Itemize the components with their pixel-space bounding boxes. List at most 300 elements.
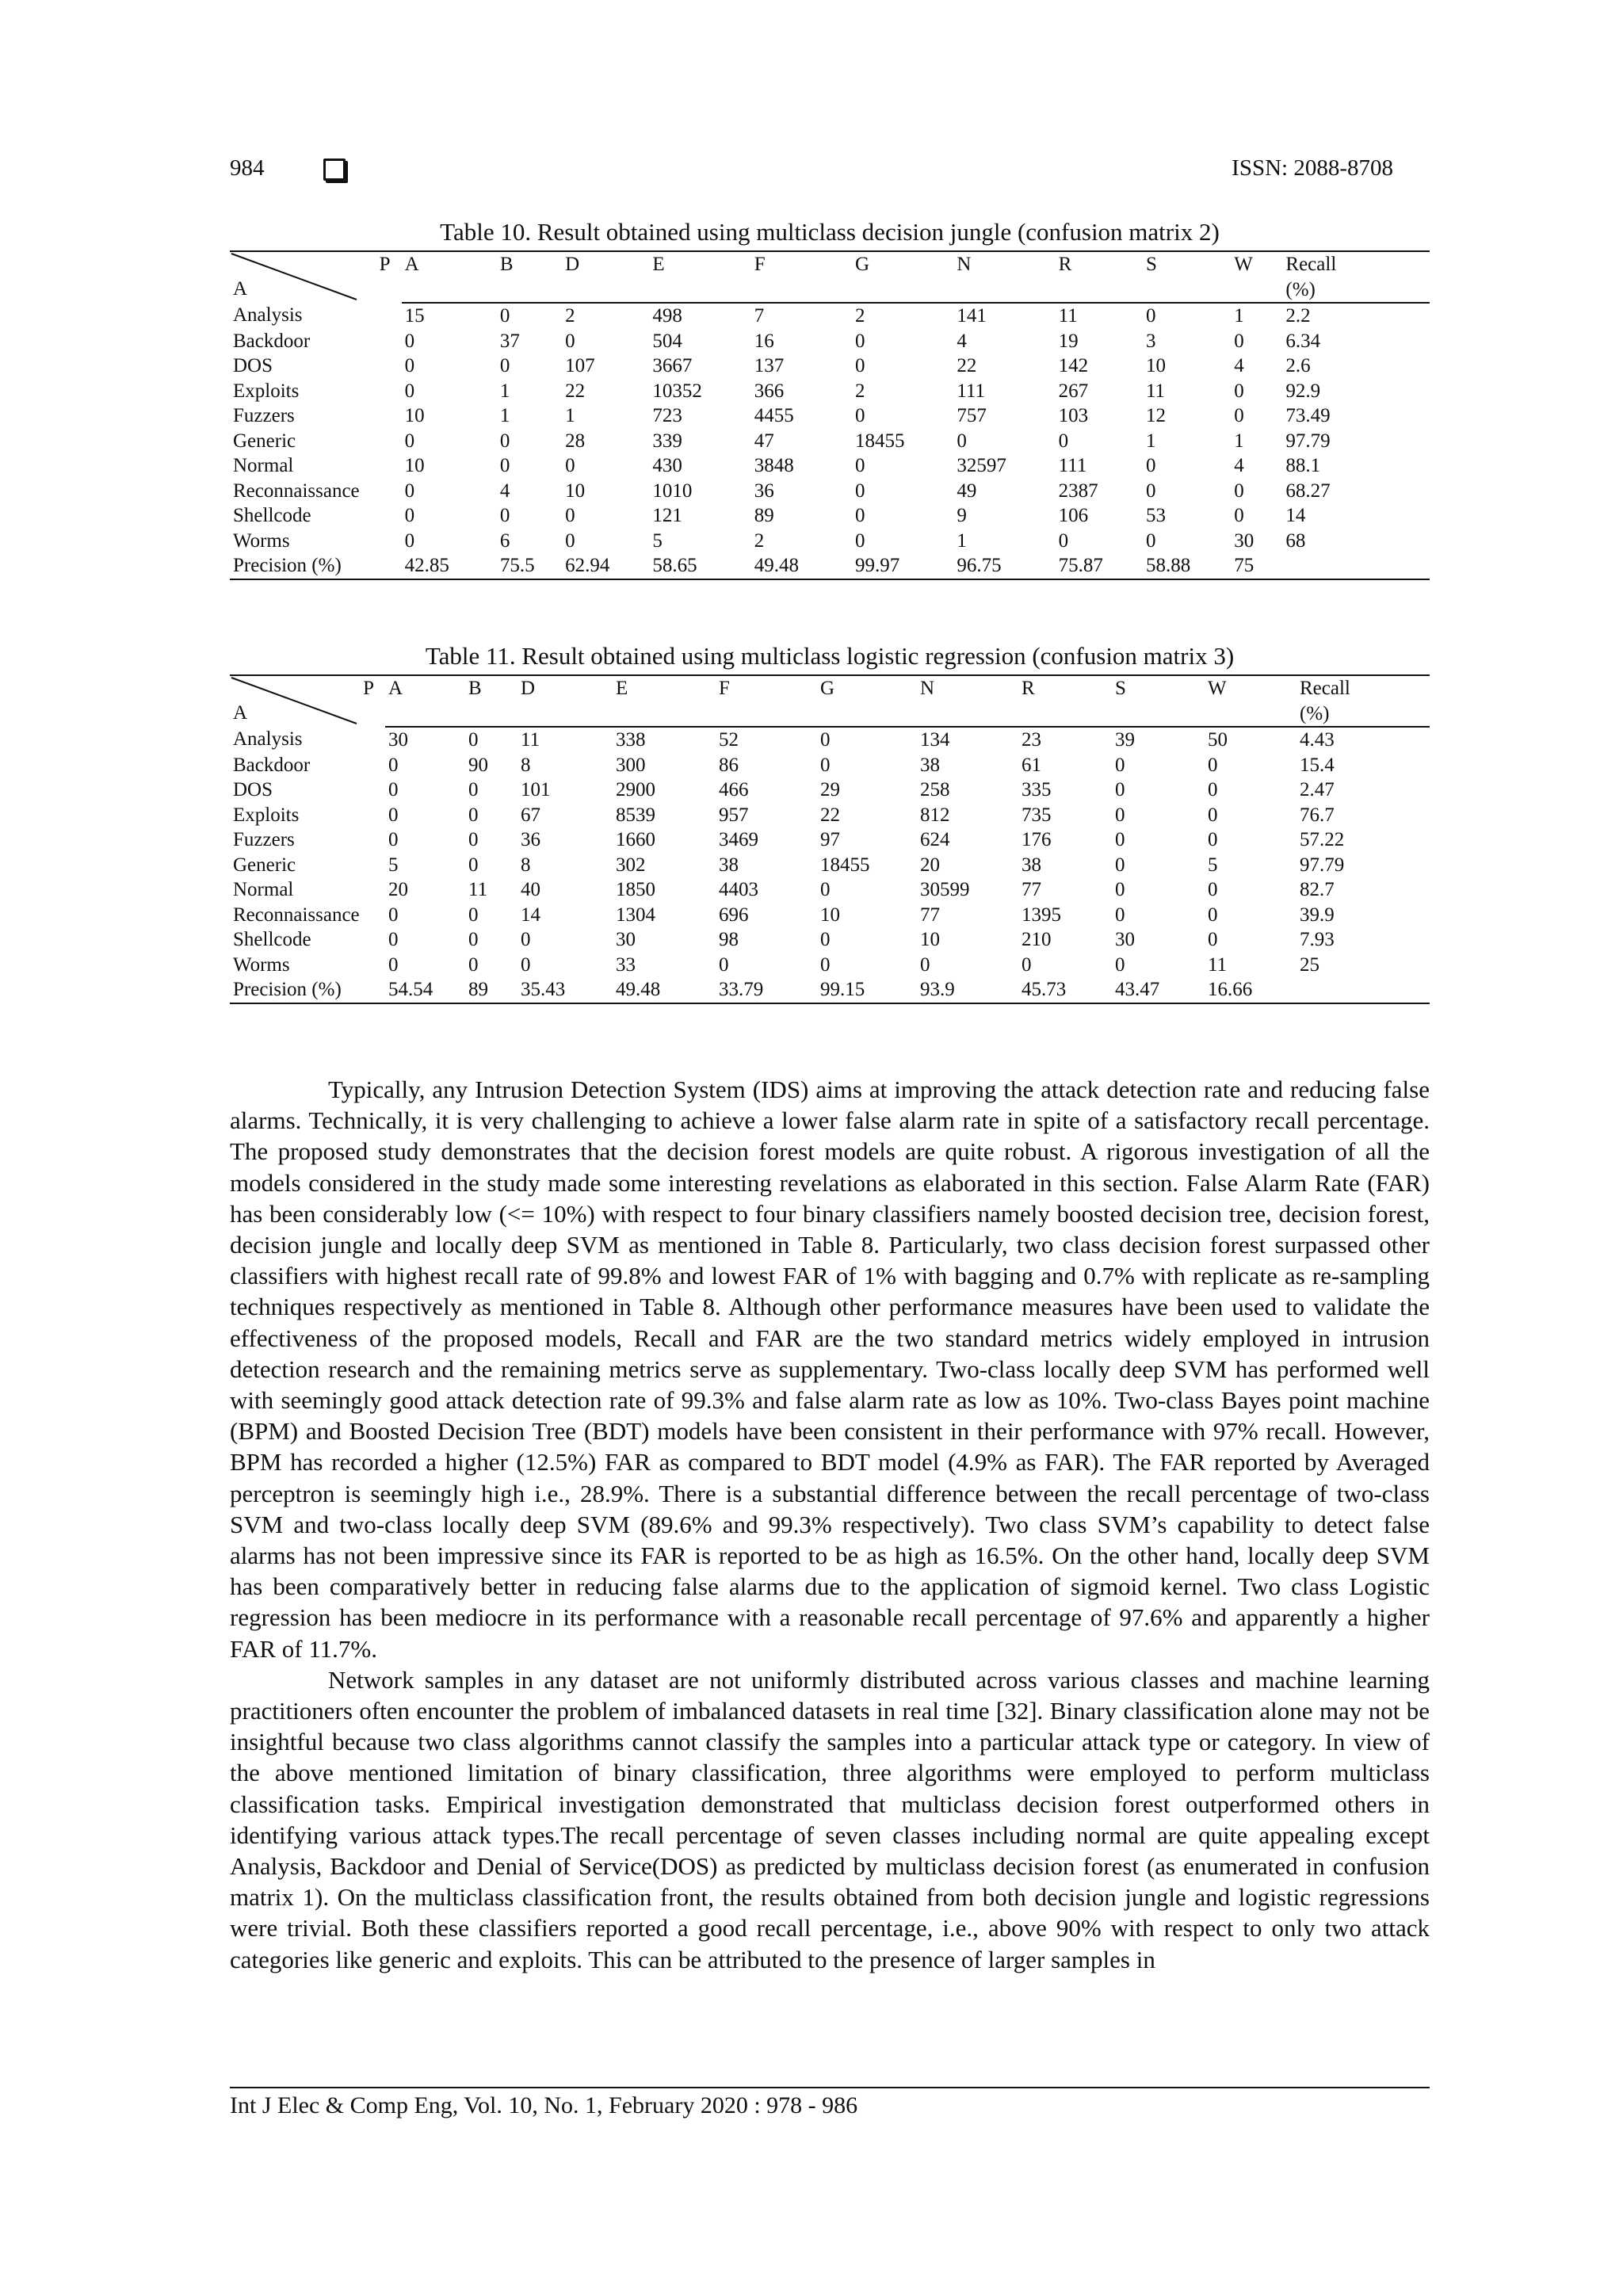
table-cell: 10	[820, 904, 840, 926]
table-cell: 106	[1058, 505, 1089, 526]
table-cell: 0	[920, 953, 930, 976]
empty-cell	[817, 701, 917, 728]
column-header: S	[1112, 675, 1205, 701]
table-cell: 1660	[616, 829, 655, 850]
empty-cell	[1231, 277, 1282, 304]
table-cell: 36	[521, 829, 540, 850]
table-cell: 0	[855, 479, 865, 502]
table-cell: 61	[1022, 754, 1041, 776]
table-cell: 0	[1234, 505, 1244, 526]
table-cell: 49.48	[613, 977, 716, 1003]
table-row	[230, 303, 1430, 329]
table-header-row	[230, 675, 1430, 701]
row-label: Backdoor	[233, 330, 311, 352]
table-cell: 0	[1115, 829, 1125, 850]
table-cell: 0	[1115, 854, 1125, 876]
table-row	[230, 977, 1430, 1003]
table-cell: 53	[1145, 505, 1166, 526]
table-cell: 22	[957, 355, 977, 376]
row-label: Exploits	[233, 380, 300, 402]
table-cell: 107	[565, 355, 595, 376]
table-cell: 134	[920, 729, 950, 751]
row-label: Normal	[233, 455, 294, 476]
row-label: Shellcode	[233, 505, 311, 526]
recall-unit: (%)	[1296, 701, 1430, 728]
table-cell: 1	[499, 380, 510, 402]
table-cell: 82.7	[1300, 879, 1335, 900]
running-header	[230, 155, 1393, 195]
table-cell: 20	[920, 854, 940, 876]
table-cell: 0	[1208, 779, 1218, 800]
corner-cell	[230, 675, 385, 727]
table-cell: 0	[499, 430, 510, 452]
table-header-row	[230, 277, 1430, 304]
row-label: Normal	[233, 879, 294, 900]
paragraph: Network samples in any dataset are not uniformly distributed across various classes and machine learning practitioners often encounter the problem of imbalanced datasets in real time [32]. Binary classification alone may not be insightful because two class algorithms cannot classify the samples into a particular attack type or category. In view of the above mentioned limitation of binary classification, three algorithms were employed to perform multiclass classification tasks. Empirical investigation demonstrated that multiclass decision forest outperformed others in identifying various attack types.The recall percentage of seven classes including normal are quite appealing except Analysis, Backdoor and Denial of Service(DOS) as predicted by multiclass decision forest (as enumerated in confusion matrix 1). On the multiclass classification front, the results obtained from both decision jungle and logistic regressions were trivial. Both these classifiers reported a good recall percentage, i.e., above 90% with respect to only two attack categories like generic and exploits. This can be attributed to the presence of larger samples in	[230, 1665, 1430, 1973]
table-cell: 300	[616, 754, 646, 776]
table-cell: 10	[1145, 355, 1166, 376]
row-label: Generic	[233, 854, 296, 876]
table-cell: 11	[1145, 380, 1166, 402]
empty-cell	[613, 701, 716, 728]
table-cell: 0	[499, 455, 510, 476]
table-cell: 0	[404, 355, 415, 376]
empty-cell	[917, 701, 1018, 728]
table-cell: 2.6	[1285, 355, 1311, 376]
table-cell: 302	[616, 854, 646, 876]
table-cell: 0	[1234, 405, 1244, 426]
table-cell: 23	[1022, 729, 1041, 751]
empty-cell	[1018, 701, 1112, 728]
table-cell: 2.47	[1300, 779, 1335, 800]
row-label: Reconnaissance	[233, 479, 360, 502]
table-cell: 0	[1115, 879, 1125, 900]
empty-cell	[562, 277, 649, 304]
table-cell: 3	[1145, 330, 1156, 352]
table-cell: 0	[1208, 929, 1218, 950]
table-cell: 38	[920, 754, 940, 776]
row-label: Analysis	[233, 728, 303, 750]
table-cell: 0	[855, 529, 865, 552]
table-cell: 0	[1145, 529, 1156, 552]
table-cell: 0	[820, 754, 831, 776]
table-cell: 93.9	[917, 977, 1018, 1003]
table-cell: 30	[388, 729, 408, 751]
table-cell: 0	[565, 330, 575, 352]
table-cell: 97.79	[1285, 430, 1331, 452]
table-row	[230, 453, 1430, 479]
table-cell: 30	[1115, 929, 1135, 950]
table-cell: 0	[1234, 330, 1244, 352]
table-cell: 16	[754, 330, 774, 352]
table-cell: 6.34	[1285, 330, 1321, 352]
table-cell: 10	[404, 405, 425, 426]
row-label: DOS	[233, 355, 273, 376]
table-cell: 0	[1115, 754, 1125, 776]
table-cell: 40	[521, 879, 540, 900]
page-number: 984	[230, 155, 265, 181]
table-cell: 0	[820, 729, 831, 751]
table-cell: 30599	[920, 879, 970, 900]
column-header: G	[817, 675, 917, 701]
table-cell: 5	[388, 854, 399, 876]
table-cell: 10	[920, 929, 940, 950]
empty-cell	[852, 277, 953, 304]
table-header-row	[230, 251, 1430, 277]
table-cell: 33.79	[716, 977, 817, 1003]
table-cell	[1282, 553, 1430, 579]
table-cell: 99.15	[817, 977, 917, 1003]
table-cell: 0	[468, 953, 479, 976]
table-cell: 0	[565, 505, 575, 526]
column-header: A	[402, 251, 497, 277]
column-header: E	[613, 675, 716, 701]
table-cell: 0	[565, 529, 575, 552]
table-cell: 10	[565, 479, 586, 502]
table-cell: 35.43	[517, 977, 613, 1003]
row-label: Backdoor	[233, 754, 311, 776]
table-cell: 366	[754, 380, 785, 402]
table-cell: 97.79	[1300, 854, 1345, 876]
table-cell: 15	[404, 305, 425, 327]
table-cell: 504	[652, 330, 682, 352]
table-cell: 339	[652, 430, 682, 452]
table-cell: 67	[521, 804, 540, 826]
table-cell: 7	[754, 305, 765, 327]
table-cell: 3469	[719, 829, 758, 850]
row-label: Reconnaissance	[233, 904, 360, 926]
table-cell: 0	[388, 779, 399, 800]
table-cell: 0	[499, 505, 510, 526]
table-cell: 4	[1234, 455, 1244, 476]
table-row	[230, 753, 1430, 778]
column-header: E	[649, 251, 750, 277]
column-header: R	[1056, 251, 1143, 277]
column-header: G	[852, 251, 953, 277]
column-header: D	[517, 675, 613, 701]
table-cell: 2	[754, 529, 765, 552]
table-cell: 36	[754, 479, 774, 502]
row-label: Exploits	[233, 804, 300, 826]
row-label: DOS	[233, 779, 273, 800]
issn: ISSN: 2088-8708	[1232, 155, 1393, 181]
diagonal-divider	[230, 252, 401, 302]
table-cell: 4403	[719, 879, 758, 900]
table-cell: 14	[521, 904, 540, 926]
table10-caption: Table 10. Result obtained using multiclass decision jungle (confusion matrix 2)	[440, 218, 1220, 246]
table-cell: 0	[388, 953, 399, 976]
table-cell: 1	[1234, 430, 1244, 452]
table-cell: 2387	[1058, 479, 1098, 502]
table-cell: 624	[920, 829, 950, 850]
column-header: N	[953, 251, 1055, 277]
table-cell: 957	[719, 804, 749, 826]
table-row	[230, 353, 1430, 379]
table-cell: 3848	[754, 455, 794, 476]
row-label: Fuzzers	[233, 829, 295, 850]
table-cell: 258	[920, 779, 950, 800]
empty-cell	[953, 277, 1055, 304]
table-cell: 335	[1022, 779, 1052, 800]
row-label: Worms	[233, 529, 290, 552]
table-cell: 0	[855, 455, 865, 476]
table-cell: 0	[388, 804, 399, 826]
table-row	[230, 927, 1430, 953]
table-cell: 0	[404, 380, 415, 402]
table-row	[230, 777, 1430, 803]
table-cell: 0	[404, 479, 415, 502]
table-cell: 86	[719, 754, 739, 776]
table-cell: 430	[652, 455, 682, 476]
table-cell: 0	[820, 953, 831, 976]
table-cell: 0	[1208, 804, 1218, 826]
table-cell: 0	[388, 829, 399, 850]
table-cell: 121	[652, 505, 682, 526]
empty-cell	[716, 701, 817, 728]
table-cell: 0	[1208, 879, 1218, 900]
table-cell: 0	[388, 904, 399, 926]
empty-cell	[1143, 277, 1231, 304]
column-header: D	[562, 251, 649, 277]
table11-caption: Table 11. Result obtained using multiclass logistic regression (confusion matrix 3)	[425, 642, 1235, 670]
table-cell: 176	[1022, 829, 1052, 850]
row-label: Precision (%)	[230, 553, 402, 579]
table-cell: 2	[855, 380, 865, 402]
table-cell: 10	[404, 455, 425, 476]
table-cell: 466	[719, 779, 749, 800]
table-cell: 498	[652, 305, 682, 327]
table-cell: 0	[855, 355, 865, 376]
row-label: Worms	[233, 953, 290, 976]
column-header: R	[1018, 675, 1112, 701]
table-cell: 0	[468, 779, 479, 800]
table-cell: 73.49	[1285, 405, 1331, 426]
table-cell: 54.54	[385, 977, 465, 1003]
table-cell: 11	[468, 879, 488, 900]
table-cell: 0	[1115, 953, 1125, 976]
row-label: Fuzzers	[233, 405, 295, 426]
column-header: W	[1231, 251, 1282, 277]
table-cell: 4	[1234, 355, 1244, 376]
table-cell: 57.22	[1300, 829, 1345, 850]
row-label: Precision (%)	[230, 977, 385, 1003]
column-header: B	[497, 251, 562, 277]
table-cell: 0	[404, 330, 415, 352]
table-cell: 5	[652, 529, 663, 552]
empty-cell	[517, 701, 613, 728]
table-cell: 111	[957, 380, 985, 402]
table-cell: 0	[1208, 754, 1218, 776]
table-cell: 58.65	[649, 553, 750, 579]
table-cell: 0	[388, 929, 399, 950]
table-cell: 38	[719, 854, 739, 876]
table-cell: 0	[1234, 380, 1244, 402]
row-label: Analysis	[233, 304, 303, 326]
table-cell: 0	[1208, 829, 1218, 850]
table-cell: 1304	[616, 904, 655, 926]
table-cell: 0	[565, 455, 575, 476]
table-cell: 0	[521, 953, 531, 976]
table-cell: 9	[957, 505, 967, 526]
table-cell: 0	[468, 929, 479, 950]
table-cell: 22	[820, 804, 840, 826]
corner-label-p: P	[363, 678, 374, 699]
table-cell: 0	[388, 754, 399, 776]
paragraph: Typically, any Intrusion Detection System (IDS) aims at improving the attack detection rate and reducing false alarms. Technically, it is very challenging to achieve a lower false alarm rate in spite of a satisfactory recall percentage. The proposed study demonstrates that the decision forest models are quite robust. A rigorous investigation of all the models considered in the study made some interesting revelations as elaborated in this section. False Alarm Rate (FAR) has been considerably low (<= 10%) with respect to four binary classifiers namely boosted decision tree, decision forest, decision jungle and locally deep SVM as mentioned in Table 8. Particularly, two class decision forest surpassed other classifiers with highest recall rate of 99.8% and lowest FAR of 1% with bagging and 0.7% with replicate as re-sampling techniques respectively as mentioned in Table 8. Although other performance measures have been used to validate the effectiveness of the proposed models, Recall and FAR are the two standard metrics widely employed in intrusion detection research and the remaining metrics serve as supplementary. Two-class locally deep SVM has performed well with seemingly good attack detection rate of 99.3% and false alarm rate as low as 10%. Two-class Bayes point machine (BPM) and Boosted Decision Tree (BDT) models have been consistent in their performance with 97% recall. However, BPM has recorded a higher (12.5%) FAR as compared to BDT model (4.9% as FAR). The FAR reported by Averaged perceptron is seemingly high i.e., 28.9%. There is a substantial difference between the recall percentage of two-class SVM and two-class locally deep SVM (89.6% and 99.3% respectively). Two class SVM’s capability to detect false alarms has not been impressive since its FAR is reported to be as high as 16.5%. On the other hand, locally deep SVM has been comparatively better in reducing false alarms due to the application of sigmoid kernel. Two class Logistic regression has been mediocre in its performance with a reasonable recall percentage of 97.6% and apparently a higher FAR of 11.7%.	[230, 1075, 1430, 1663]
table-cell: 49	[957, 479, 977, 502]
column-header: A	[385, 675, 465, 701]
table-cell: 338	[616, 729, 646, 751]
table-cell: 0	[820, 929, 831, 950]
table-cell: 1	[1145, 430, 1156, 452]
table-cell: 0	[404, 529, 415, 552]
table-cell: 0	[468, 729, 479, 751]
empty-cell	[1056, 277, 1143, 304]
table-cell: 14	[1285, 505, 1306, 526]
table-cell: 62.94	[562, 553, 649, 579]
corner-label-p: P	[379, 254, 391, 275]
table-cell: 37	[499, 330, 520, 352]
table-cell: 75	[1231, 553, 1282, 579]
table-cell: 210	[1022, 929, 1052, 950]
table-cell: 0	[1058, 529, 1069, 552]
table-row	[230, 553, 1430, 579]
table-cell: 4.43	[1300, 729, 1335, 751]
table-cell: 0	[1022, 953, 1032, 976]
table-header-row	[230, 701, 1430, 728]
table-cell: 0	[957, 430, 967, 452]
table-cell: 58.88	[1143, 553, 1231, 579]
table-cell: 32597	[957, 455, 1006, 476]
table-cell: 30	[1234, 529, 1254, 552]
table-cell: 0	[1208, 904, 1218, 926]
corner-cell	[230, 251, 402, 303]
table-cell: 101	[521, 779, 551, 800]
table-cell: 96.75	[953, 553, 1055, 579]
table-cell: 8539	[616, 804, 655, 826]
table-cell: 0	[855, 505, 865, 526]
table-row	[230, 853, 1430, 878]
table-cell: 39.9	[1300, 904, 1335, 926]
table-cell: 267	[1058, 380, 1089, 402]
table-cell: 4	[957, 330, 967, 352]
table-cell	[1296, 977, 1430, 1003]
table-cell: 99.97	[852, 553, 953, 579]
table-cell: 735	[1022, 804, 1052, 826]
table-cell: 75.87	[1056, 553, 1143, 579]
table-cell: 0	[468, 829, 479, 850]
table-cell: 7.93	[1300, 929, 1335, 950]
table-cell: 25	[1300, 953, 1319, 976]
table-cell: 52	[719, 729, 739, 751]
table-cell: 20	[388, 879, 408, 900]
table-cell: 0	[855, 405, 865, 426]
table-cell: 16.66	[1205, 977, 1296, 1003]
table-cell: 12	[1145, 405, 1166, 426]
table-cell: 88.1	[1285, 455, 1321, 476]
table-cell: 90	[468, 754, 488, 776]
table-cell: 98	[719, 929, 739, 950]
diagonal-divider	[230, 676, 385, 726]
table-cell: 2900	[616, 779, 655, 800]
table-cell: 8	[521, 754, 531, 776]
empty-cell	[751, 277, 852, 304]
body-text	[230, 1074, 1430, 1975]
table-row	[230, 953, 1430, 978]
empty-cell	[1112, 701, 1205, 728]
table-cell: 45.73	[1018, 977, 1112, 1003]
table-cell: 18455	[820, 854, 870, 876]
table-row	[230, 529, 1430, 554]
table11	[230, 674, 1430, 1004]
table-row	[230, 903, 1430, 928]
empty-cell	[402, 277, 497, 304]
table-cell: 141	[957, 305, 987, 327]
table-cell: 0	[1115, 804, 1125, 826]
column-header: N	[917, 675, 1018, 701]
table-cell: 0	[499, 355, 510, 376]
table-cell: 1395	[1022, 904, 1061, 926]
table-cell: 92.9	[1285, 380, 1321, 402]
column-header: Recall	[1282, 251, 1430, 277]
table-cell: 38	[1022, 854, 1041, 876]
table-cell: 1010	[652, 479, 693, 502]
table-cell: 18455	[855, 430, 905, 452]
table-cell: 15.4	[1300, 754, 1335, 776]
table-cell: 111	[1058, 455, 1087, 476]
table-row	[230, 827, 1430, 853]
table-cell: 812	[920, 804, 950, 826]
column-header: W	[1205, 675, 1296, 701]
table-row	[230, 727, 1430, 753]
table-row	[230, 503, 1430, 529]
table-cell: 5	[1208, 854, 1218, 876]
table-cell: 33	[616, 953, 636, 976]
table-row	[230, 329, 1430, 354]
empty-cell	[497, 277, 562, 304]
table-cell: 0	[855, 330, 865, 352]
empty-cell	[385, 701, 465, 728]
table-cell: 0	[468, 904, 479, 926]
table-cell: 42.85	[402, 553, 497, 579]
row-label: Generic	[233, 430, 296, 452]
recall-unit: (%)	[1282, 277, 1430, 304]
table-cell: 97	[820, 829, 840, 850]
table-cell: 2	[855, 305, 865, 327]
table-cell: 89	[465, 977, 517, 1003]
table-cell: 0	[468, 804, 479, 826]
empty-cell	[465, 701, 517, 728]
table-cell: 0	[404, 505, 415, 526]
table-cell: 0	[1115, 779, 1125, 800]
table-row	[230, 403, 1430, 429]
corner-label-a: A	[233, 278, 248, 300]
footer-rule	[230, 2087, 1430, 2088]
table-cell: 2.2	[1285, 305, 1311, 327]
table-cell: 47	[754, 430, 774, 452]
table-cell: 0	[1145, 455, 1156, 476]
empty-cell	[649, 277, 750, 304]
table-cell: 11	[1208, 953, 1228, 976]
table-cell: 28	[565, 430, 586, 452]
table-cell: 1	[957, 529, 967, 552]
table-cell: 50	[1208, 729, 1228, 751]
table-cell: 22	[565, 380, 586, 402]
corner-label-a: A	[233, 702, 248, 724]
row-label: Shellcode	[233, 929, 311, 950]
table-cell: 103	[1058, 405, 1089, 426]
table-cell: 757	[957, 405, 987, 426]
